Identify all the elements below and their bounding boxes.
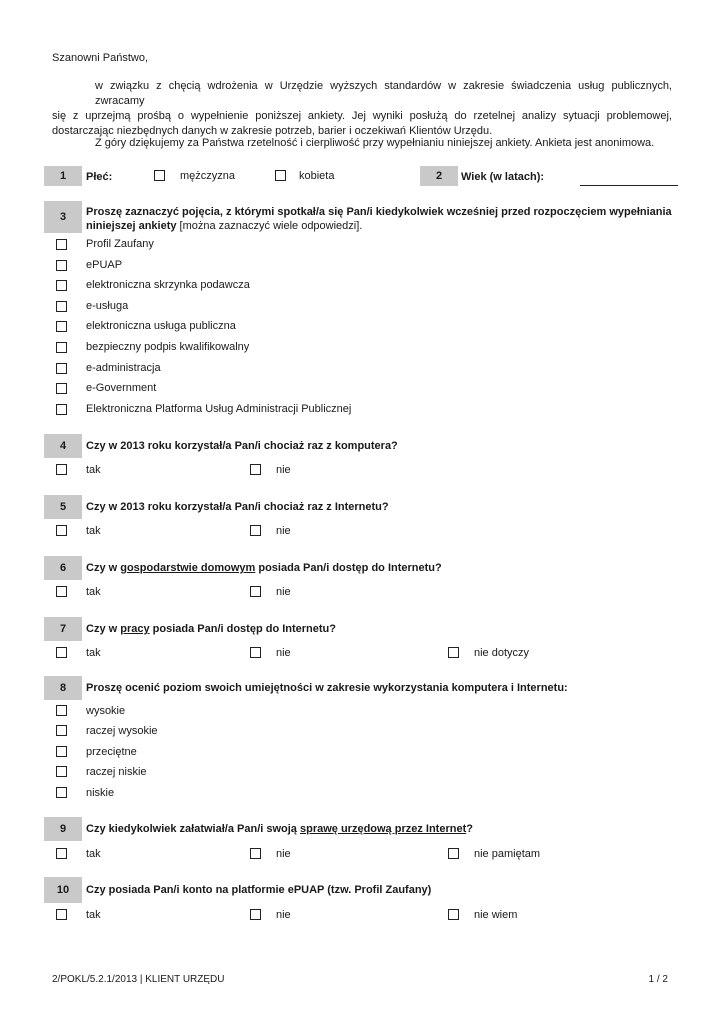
question-3-note: [można zaznaczyć wiele odpowiedzi].: [176, 220, 363, 232]
q6-checkbox[interactable]: [250, 586, 261, 597]
question-number: 10: [44, 877, 82, 903]
option-label: bezpieczny podpis kwalifikowalny: [86, 341, 250, 353]
question-2-label: Wiek (w latach):: [461, 171, 545, 183]
age-input-line[interactable]: [580, 185, 678, 186]
option-label: tak: [86, 647, 101, 659]
option-label: ePUAP: [86, 259, 123, 271]
question-9-text: [86, 822, 473, 836]
question-number: 5: [44, 495, 82, 519]
option-label: nie dotyczy: [474, 647, 530, 659]
footer-document-id: 2/POKL/5.2.1/2013 | KLIENT URZĘDU: [52, 974, 225, 985]
q6-checkbox[interactable]: [56, 586, 67, 597]
option-label: mężczyzna: [180, 170, 236, 182]
question-number: 6: [44, 556, 82, 580]
q10-checkbox[interactable]: [56, 909, 67, 920]
question-7-pre: Czy w: [86, 623, 121, 635]
question-6-post: posiada Pan/i dostęp do Internetu?: [255, 562, 442, 574]
intro-line-1: w związku z chęcią wdrożenia w Urzędzie wyższych standardów w zakresie świadczenia usług publicznych, zwracamy: [95, 80, 672, 107]
question-1-label: Płeć:: [86, 171, 113, 183]
option-label: wysokie: [86, 705, 126, 717]
question-7-text: [86, 622, 336, 636]
option-label: Profil Zaufany: [86, 238, 154, 250]
option-label: tak: [86, 525, 101, 537]
q3-checkbox[interactable]: [56, 363, 67, 374]
option-label: nie wiem: [474, 909, 518, 921]
question-6-pre: Czy w: [86, 562, 121, 574]
option-label: e-administracja: [86, 362, 161, 374]
q7-checkbox[interactable]: [56, 647, 67, 658]
q3-checkbox[interactable]: [56, 260, 67, 271]
salutation: Szanowni Państwo,: [52, 52, 148, 64]
question-6-underlined: gospodarstwie domowym: [120, 562, 256, 574]
q9-checkbox[interactable]: [56, 848, 67, 859]
question-9-pre: Czy kiedykolwiek załatwiał/a Pan/i swoją: [86, 823, 300, 835]
q3-checkbox[interactable]: [56, 404, 67, 415]
option-label: tak: [86, 586, 101, 598]
q3-checkbox[interactable]: [56, 239, 67, 250]
option-label: e-Government: [86, 382, 157, 394]
q10-checkbox[interactable]: [448, 909, 459, 920]
option-label: nie: [276, 647, 291, 659]
question-7-post: posiada Pan/i dostęp do Internetu?: [149, 623, 336, 635]
question-number: 9: [44, 817, 82, 841]
option-label: raczej wysokie: [86, 725, 158, 737]
question-number: 4: [44, 434, 82, 458]
option-label: e-usługa: [86, 300, 129, 312]
q3-checkbox[interactable]: [56, 383, 67, 394]
option-label: nie: [276, 586, 291, 598]
question-number: 8: [44, 676, 82, 700]
question-9-post: ?: [466, 823, 473, 835]
q3-checkbox[interactable]: [56, 301, 67, 312]
option-label: tak: [86, 909, 101, 921]
q9-checkbox[interactable]: [250, 848, 261, 859]
question-5-text: Czy w 2013 roku korzystał/a Pan/i chociaż raz z Internetu?: [86, 501, 389, 513]
q4-checkbox[interactable]: [250, 464, 261, 475]
q8-checkbox[interactable]: [56, 725, 67, 736]
option-label: tak: [86, 464, 101, 476]
option-label: Elektroniczna Platforma Usług Administracji Publicznej: [86, 403, 352, 415]
question-4-text: Czy w 2013 roku korzystał/a Pan/i chociaż raz z komputera?: [86, 440, 398, 452]
gender-male-checkbox[interactable]: [154, 170, 165, 181]
option-label: nie: [276, 848, 291, 860]
question-number: 1: [44, 166, 82, 186]
q3-checkbox[interactable]: [56, 342, 67, 353]
question-3-line-2: niniejszej ankiety: [86, 220, 177, 232]
intro-line-2: się z uprzejmą prośbą o wypełnienie poniższej ankiety. Jej wyniki posłużą do rzetelnej analizy sytuacji problemowej,: [52, 110, 672, 122]
question-3-text: [86, 205, 672, 233]
option-label: tak: [86, 848, 101, 860]
question-8-text: Proszę ocenić poziom swoich umiejętności w zakresie wykorzystania komputera i Internetu:: [86, 682, 568, 694]
q10-checkbox[interactable]: [250, 909, 261, 920]
q8-checkbox[interactable]: [56, 705, 67, 716]
q8-checkbox[interactable]: [56, 766, 67, 777]
question-7-underlined: pracy: [120, 623, 150, 635]
intro-thanks: Z góry dziękujemy za Państwa rzetelność i cierpliwość przy wypełnianiu niniejszej ankiety. Ankieta jest anonimowa.: [95, 137, 655, 149]
gender-female-checkbox[interactable]: [275, 170, 286, 181]
option-label: nie: [276, 525, 291, 537]
q3-checkbox[interactable]: [56, 280, 67, 291]
option-label: niskie: [86, 787, 115, 799]
q5-checkbox[interactable]: [56, 525, 67, 536]
option-label: przeciętne: [86, 746, 137, 758]
q7-checkbox[interactable]: [250, 647, 261, 658]
q8-checkbox[interactable]: [56, 787, 67, 798]
intro-paragraph: [52, 79, 672, 139]
option-label: raczej niskie: [86, 766, 147, 778]
option-label: nie: [276, 464, 291, 476]
option-label: elektroniczna usługa publiczna: [86, 320, 236, 332]
question-6-text: [86, 561, 442, 575]
footer-page-number: 1 / 2: [648, 974, 668, 985]
option-label: kobieta: [299, 170, 335, 182]
option-label: nie: [276, 909, 291, 921]
question-9-underlined: sprawę urzędową przez Internet: [299, 823, 467, 835]
question-number: 3: [44, 201, 82, 233]
question-number: 2: [420, 166, 458, 186]
option-label: elektroniczna skrzynka podawcza: [86, 279, 250, 291]
question-10-text: Czy posiada Pan/i konto na platformie ePUAP (tzw. Profil Zaufany): [86, 884, 432, 896]
question-number: 7: [44, 617, 82, 641]
q5-checkbox[interactable]: [250, 525, 261, 536]
question-3-line-1: Proszę zaznaczyć pojęcia, z którymi spotkał/a się Pan/i kiedykolwiek wcześniej przed rozpoczęciem wypełniania: [86, 206, 672, 218]
option-label: nie pamiętam: [474, 848, 541, 860]
q3-checkbox[interactable]: [56, 321, 67, 332]
q7-checkbox[interactable]: [448, 647, 459, 658]
intro-line-3: dostarczając niezbędnych danych w zakresie potrzeb, barier i oczekiwań Klientów Urzędu.: [52, 125, 493, 137]
q8-checkbox[interactable]: [56, 746, 67, 757]
q4-checkbox[interactable]: [56, 464, 67, 475]
q9-checkbox[interactable]: [448, 848, 459, 859]
